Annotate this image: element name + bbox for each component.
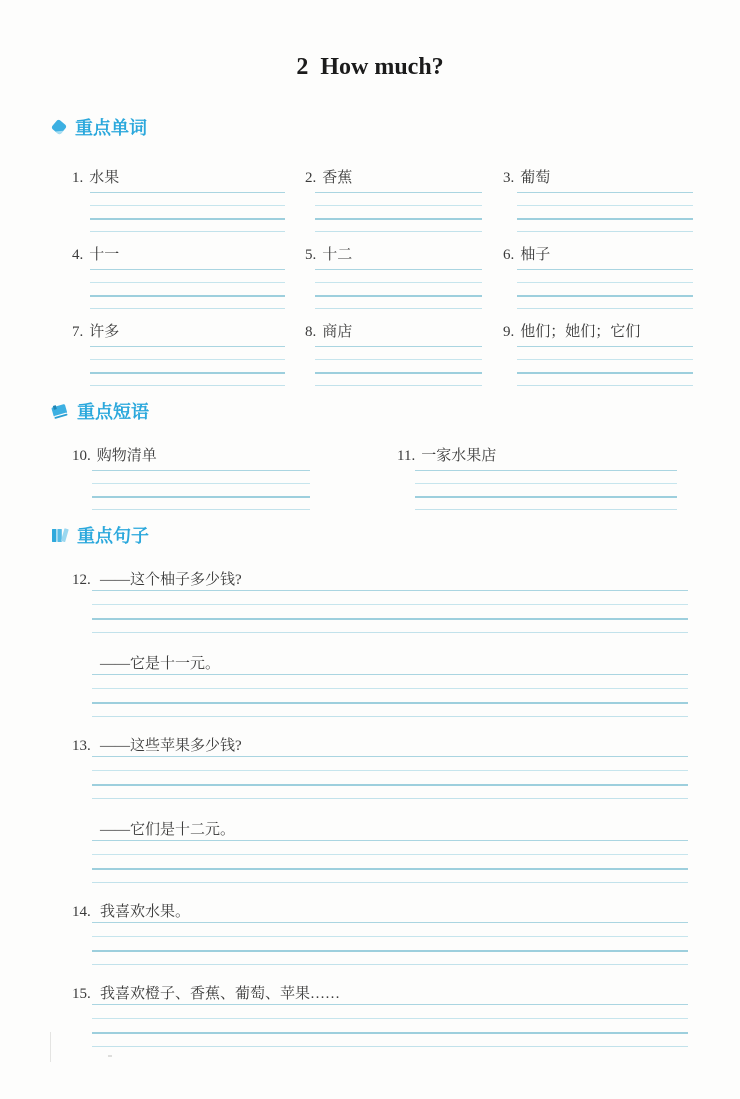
- writing-line: [92, 1018, 688, 1032]
- writing-line: [92, 483, 310, 496]
- item-number: 9.: [503, 324, 515, 340]
- word-item: [72, 322, 305, 394]
- writing-lines: [90, 269, 285, 321]
- item-number: 5.: [305, 247, 317, 263]
- writing-line: [315, 359, 482, 372]
- item-text: ——它是十一元。: [100, 656, 221, 672]
- writing-line: [517, 231, 693, 244]
- writing-line: [92, 590, 688, 604]
- sentence-item: [72, 984, 740, 1060]
- writing-line: [92, 770, 688, 784]
- writing-line: [315, 205, 482, 218]
- writing-line: [92, 854, 688, 868]
- word-item: [72, 168, 305, 240]
- sentence-item: [72, 736, 740, 896]
- writing-line: [90, 385, 285, 398]
- item-number: 14.: [72, 904, 91, 920]
- writing-lines: [517, 346, 693, 398]
- writing-line: [315, 372, 482, 385]
- writing-line: [517, 218, 693, 231]
- writing-line: [92, 509, 310, 522]
- scan-artifact: [50, 1032, 51, 1062]
- item-text: 他们；她们；它们: [520, 324, 641, 340]
- item-number: 7.: [72, 324, 84, 340]
- writing-line: [92, 632, 688, 646]
- writing-lines: [90, 192, 285, 244]
- writing-line: [517, 269, 693, 282]
- word-item: [305, 245, 503, 317]
- writing-line: [92, 964, 688, 978]
- writing-line: [92, 922, 688, 936]
- writing-line: [315, 346, 482, 359]
- item-text: 柚子: [520, 247, 551, 263]
- writing-line: [90, 359, 285, 372]
- section-words-header: [50, 115, 740, 139]
- writing-line: [315, 295, 482, 308]
- writing-line: [517, 192, 693, 205]
- writing-lines: [92, 840, 688, 896]
- item-text: 我喜欢橙子、香蕉、葡萄、苹果……: [100, 986, 341, 1002]
- writing-line: [517, 372, 693, 385]
- writing-lines: [517, 192, 693, 244]
- item-text: ——它们是十二元。: [100, 822, 236, 838]
- item-number: 11.: [397, 448, 416, 464]
- section-phrases-header: [50, 399, 740, 423]
- writing-line: [517, 308, 693, 321]
- item-text: 许多: [89, 324, 120, 340]
- writing-line: [415, 509, 677, 522]
- item-number: 2.: [305, 170, 317, 186]
- writing-line: [517, 205, 693, 218]
- sentence-reply: [100, 820, 740, 840]
- item-number: 15.: [72, 986, 91, 1002]
- books-icon: [50, 526, 70, 544]
- writing-line: [90, 192, 285, 205]
- scan-artifact: [108, 1055, 112, 1057]
- writing-line: [92, 618, 688, 632]
- item-text: 香蕉: [322, 170, 353, 186]
- writing-line: [92, 674, 688, 688]
- writing-line: [92, 496, 310, 509]
- item-text: ——这个柚子多少钱?: [100, 572, 242, 588]
- writing-line: [92, 716, 688, 730]
- gem-icon: [50, 118, 68, 136]
- writing-line: [517, 359, 693, 372]
- phrases-grid: [72, 446, 740, 518]
- writing-line: [90, 269, 285, 282]
- writing-line: [315, 282, 482, 295]
- writing-lines: [92, 756, 688, 812]
- item-number: 8.: [305, 324, 317, 340]
- item-number: 4.: [72, 247, 84, 263]
- phrase-item: [397, 446, 740, 518]
- writing-lines: [415, 470, 677, 522]
- writing-line: [92, 604, 688, 618]
- book-icon: [50, 402, 70, 420]
- section-heading: 重点单词: [75, 118, 147, 138]
- word-item: [72, 245, 305, 317]
- writing-line: [90, 205, 285, 218]
- item-text: 购物清单: [96, 448, 157, 464]
- writing-line: [92, 756, 688, 770]
- writing-line: [90, 308, 285, 321]
- writing-line: [92, 1032, 688, 1046]
- sentence-item: [72, 570, 740, 730]
- item-number: 6.: [503, 247, 515, 263]
- writing-line: [92, 1004, 688, 1018]
- writing-line: [90, 346, 285, 359]
- item-text: 一家水果店: [421, 448, 497, 464]
- writing-line: [517, 282, 693, 295]
- writing-line: [90, 231, 285, 244]
- writing-line: [92, 784, 688, 798]
- writing-lines: [315, 269, 482, 321]
- writing-line: [90, 282, 285, 295]
- item-text: 我喜欢水果。: [100, 904, 191, 920]
- writing-line: [92, 882, 688, 896]
- word-item: [503, 245, 700, 317]
- writing-lines: [90, 346, 285, 398]
- item-text: 商店: [322, 324, 353, 340]
- word-item: [305, 322, 503, 394]
- item-text: 葡萄: [520, 170, 551, 186]
- writing-line: [315, 385, 482, 398]
- item-text: 十二: [322, 247, 353, 263]
- writing-lines: [517, 269, 693, 321]
- writing-line: [92, 470, 310, 483]
- word-item: [305, 168, 503, 240]
- item-number: 1.: [72, 170, 84, 186]
- writing-line: [415, 496, 677, 509]
- writing-line: [90, 372, 285, 385]
- item-text: ——这些苹果多少钱?: [100, 738, 242, 754]
- writing-line: [315, 218, 482, 231]
- sentence-reply: [100, 654, 740, 674]
- sentence-item: [72, 902, 740, 978]
- writing-line: [315, 231, 482, 244]
- writing-lines: [92, 470, 310, 522]
- section-sentences-header: [50, 523, 740, 547]
- item-number: 3.: [503, 170, 515, 186]
- sentences-list: [72, 570, 740, 1060]
- item-number: 13.: [72, 738, 91, 754]
- section-heading: 重点句子: [77, 526, 149, 546]
- writing-line: [315, 269, 482, 282]
- item-text: 十一: [89, 247, 120, 263]
- writing-line: [517, 295, 693, 308]
- writing-lines: [92, 922, 688, 978]
- writing-line: [92, 950, 688, 964]
- item-text: 水果: [89, 170, 120, 186]
- writing-line: [415, 470, 677, 483]
- writing-line: [92, 688, 688, 702]
- item-number: 12.: [72, 572, 91, 588]
- writing-line: [315, 308, 482, 321]
- writing-line: [517, 385, 693, 398]
- writing-line: [517, 346, 693, 359]
- writing-line: [92, 798, 688, 812]
- writing-lines: [92, 1004, 688, 1060]
- writing-line: [92, 840, 688, 854]
- writing-line: [92, 702, 688, 716]
- word-item: [503, 168, 700, 240]
- writing-line: [92, 1046, 688, 1060]
- word-item: [503, 322, 700, 394]
- writing-lines: [92, 590, 688, 646]
- writing-lines: [315, 346, 482, 398]
- writing-line: [92, 868, 688, 882]
- writing-line: [315, 192, 482, 205]
- page-title: 2 How much?: [296, 54, 444, 80]
- writing-lines: [92, 674, 688, 730]
- phrase-item: [72, 446, 397, 518]
- item-number: 10.: [72, 448, 91, 464]
- words-grid: [72, 168, 740, 394]
- writing-line: [415, 483, 677, 496]
- writing-line: [90, 218, 285, 231]
- section-heading: 重点短语: [77, 402, 149, 422]
- writing-lines: [315, 192, 482, 244]
- writing-line: [90, 295, 285, 308]
- writing-line: [92, 936, 688, 950]
